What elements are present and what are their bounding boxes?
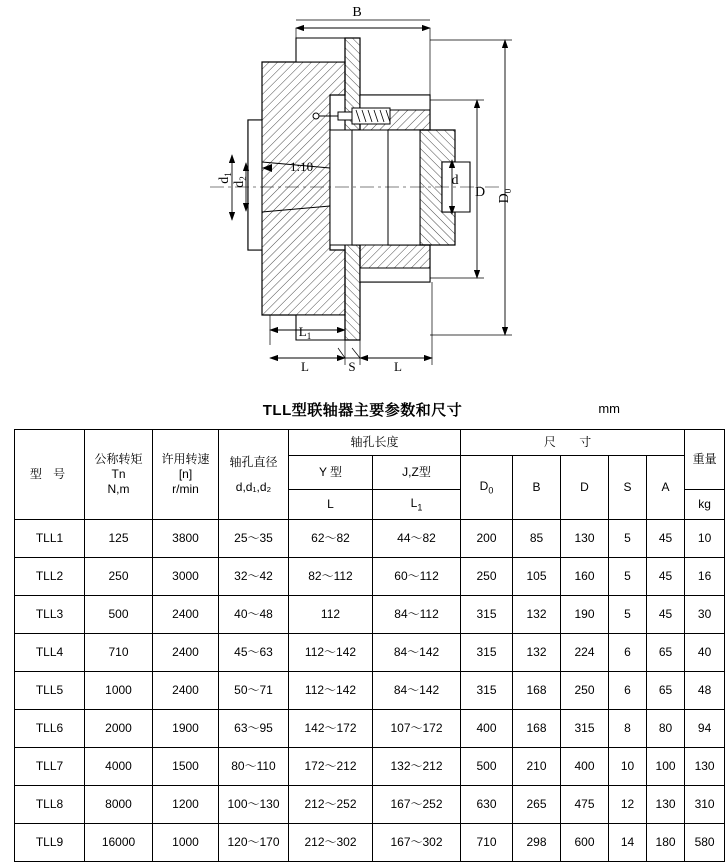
- cell-B: 132: [513, 596, 561, 634]
- cell-D: 600: [561, 824, 609, 862]
- table-row: [15, 634, 725, 672]
- cell-B: 85: [513, 520, 561, 558]
- cell-D: 400: [561, 748, 609, 786]
- dim-label-d1: $d_1$: [217, 172, 233, 184]
- cell-A: 45: [647, 596, 685, 634]
- cell-model: TLL3: [15, 596, 85, 634]
- cell-L: 62～82: [289, 520, 373, 558]
- th-model-label: 型 号: [29, 467, 70, 481]
- cell-A: 65: [647, 672, 685, 710]
- cell-model: TLL9: [15, 824, 85, 862]
- cell-L1: 84～112: [373, 596, 461, 634]
- th-model: [15, 430, 85, 520]
- th-B: B: [513, 456, 561, 520]
- cell-speed: 1200: [153, 786, 219, 824]
- cell-speed: 2400: [153, 596, 219, 634]
- th-bore-length: 轴孔长度: [289, 430, 461, 456]
- cell-B: 298: [513, 824, 561, 862]
- cell-B: 168: [513, 672, 561, 710]
- th-torque: [85, 430, 153, 520]
- cell-torque: 500: [85, 596, 153, 634]
- cell-torque: 1000: [85, 672, 153, 710]
- cell-bore: 63～95: [219, 710, 289, 748]
- spec-table: [14, 429, 725, 862]
- cell-L: 112: [289, 596, 373, 634]
- cell-S: 6: [609, 634, 647, 672]
- cell-weight: 130: [685, 748, 725, 786]
- cell-D0: 630: [461, 786, 513, 824]
- cell-S: 12: [609, 786, 647, 824]
- th-speed: [153, 430, 219, 520]
- cell-speed: 2400: [153, 672, 219, 710]
- th-weight-unit: kg: [685, 490, 725, 520]
- cell-speed: 3000: [153, 558, 219, 596]
- cell-A: 45: [647, 520, 685, 558]
- cell-torque: 16000: [85, 824, 153, 862]
- cell-weight: 94: [685, 710, 725, 748]
- cell-bore: 32～42: [219, 558, 289, 596]
- th-speed-l1: 许用转速: [161, 452, 210, 466]
- cell-torque: 8000: [85, 786, 153, 824]
- cell-bore: 40～48: [219, 596, 289, 634]
- cell-A: 180: [647, 824, 685, 862]
- cell-A: 80: [647, 710, 685, 748]
- table-row: [15, 672, 725, 710]
- cell-S: 8: [609, 710, 647, 748]
- cell-S: 5: [609, 596, 647, 634]
- cell-D0: 315: [461, 672, 513, 710]
- cell-A: 130: [647, 786, 685, 824]
- cell-D0: 200: [461, 520, 513, 558]
- cell-A: 45: [647, 558, 685, 596]
- spec-table-body: [15, 520, 725, 862]
- page-title: TLL型联轴器主要参数和尺寸: [262, 402, 463, 419]
- cell-model: TLL4: [15, 634, 85, 672]
- cell-A: 100: [647, 748, 685, 786]
- cell-model: TLL2: [15, 558, 85, 596]
- cell-D0: 250: [461, 558, 513, 596]
- th-D: D: [561, 456, 609, 520]
- th-torque-l3: N,m: [107, 482, 130, 496]
- th-len-L1: $L_1$: [373, 490, 461, 520]
- cell-torque: 710: [85, 634, 153, 672]
- cell-B: 132: [513, 634, 561, 672]
- table-row: [15, 710, 725, 748]
- cell-torque: 4000: [85, 748, 153, 786]
- cell-bore: 25～35: [219, 520, 289, 558]
- cell-D: 160: [561, 558, 609, 596]
- cell-L1: 167～252: [373, 786, 461, 824]
- table-row: [15, 748, 725, 786]
- cell-L1: 167～302: [373, 824, 461, 862]
- cell-bore: 100～130: [219, 786, 289, 824]
- cell-D: 224: [561, 634, 609, 672]
- cell-L1: 84～142: [373, 672, 461, 710]
- cell-model: TLL8: [15, 786, 85, 824]
- dim-label-L-left: L: [301, 359, 309, 374]
- cell-L1: 60～112: [373, 558, 461, 596]
- th-S: S: [609, 456, 647, 520]
- cell-S: 5: [609, 520, 647, 558]
- cell-L: 112～142: [289, 634, 373, 672]
- cell-D: 250: [561, 672, 609, 710]
- cell-L1: 84～142: [373, 634, 461, 672]
- table-row: [15, 558, 725, 596]
- th-A: A: [647, 456, 685, 520]
- cell-model: TLL6: [15, 710, 85, 748]
- th-D0: $D_0$: [461, 456, 513, 520]
- cell-L1: 132～212: [373, 748, 461, 786]
- th-speed-l3: r/min: [172, 482, 199, 496]
- spec-table-wrap: [14, 429, 717, 862]
- cell-weight: 48: [685, 672, 725, 710]
- dim-label-taper: 1:10: [290, 159, 314, 174]
- th-bore: [219, 430, 289, 520]
- th-y-type: Y 型: [289, 456, 373, 490]
- cell-weight: 310: [685, 786, 725, 824]
- cell-D0: 400: [461, 710, 513, 748]
- cell-B: 168: [513, 710, 561, 748]
- cell-B: 210: [513, 748, 561, 786]
- table-row: [15, 596, 725, 634]
- cell-S: 5: [609, 558, 647, 596]
- th-len-L: L: [289, 490, 373, 520]
- cell-model: TLL1: [15, 520, 85, 558]
- figure-title-row: [0, 395, 725, 425]
- cell-S: 6: [609, 672, 647, 710]
- cell-D: 475: [561, 786, 609, 824]
- cell-L1: 107～172: [373, 710, 461, 748]
- th-torque-l1: 公称转矩: [94, 452, 143, 466]
- table-row: [15, 824, 725, 862]
- cell-speed: 1500: [153, 748, 219, 786]
- dim-label-d: d: [451, 173, 459, 188]
- th-bore-l2: d,d₁,d₂: [235, 479, 272, 494]
- dim-label-D0: $D_0$: [497, 188, 513, 204]
- th-jz-type: J,Z型: [373, 456, 461, 490]
- cell-D0: 315: [461, 634, 513, 672]
- cell-S: 10: [609, 748, 647, 786]
- cell-bore: 80～110: [219, 748, 289, 786]
- cell-weight: 30: [685, 596, 725, 634]
- cell-speed: 1900: [153, 710, 219, 748]
- th-weight: 重量: [685, 430, 725, 490]
- table-row: [15, 786, 725, 824]
- cell-L: 212～252: [289, 786, 373, 824]
- unit-label: mm: [598, 401, 620, 416]
- cell-L: 212～302: [289, 824, 373, 862]
- cell-D0: 710: [461, 824, 513, 862]
- cell-D: 130: [561, 520, 609, 558]
- cell-weight: 16: [685, 558, 725, 596]
- th-torque-l2: Tn: [111, 467, 126, 481]
- cell-bore: 50～71: [219, 672, 289, 710]
- dim-label-D: D: [474, 185, 486, 200]
- dim-label-L1: $L_1$: [298, 324, 312, 341]
- cell-speed: 3800: [153, 520, 219, 558]
- cell-B: 265: [513, 786, 561, 824]
- cell-A: 65: [647, 634, 685, 672]
- cell-weight: 10: [685, 520, 725, 558]
- dim-label-B: B: [352, 5, 362, 20]
- cell-weight: 40: [685, 634, 725, 672]
- cell-bore: 120～170: [219, 824, 289, 862]
- coupling-drawing-svg: [0, 0, 725, 395]
- cell-model: TLL5: [15, 672, 85, 710]
- dim-label-d2: $d_2$: [232, 176, 248, 188]
- th-bore-l1: 轴孔直径: [229, 454, 278, 469]
- th-dimensions: 尺 寸: [461, 430, 685, 456]
- cell-torque: 125: [85, 520, 153, 558]
- cell-model: TLL7: [15, 748, 85, 786]
- cell-D0: 315: [461, 596, 513, 634]
- cell-L: 112～142: [289, 672, 373, 710]
- cell-L: 142～172: [289, 710, 373, 748]
- th-speed-l2: [n]: [178, 467, 193, 481]
- cell-bore: 45～63: [219, 634, 289, 672]
- table-row: [15, 520, 725, 558]
- cell-L: 172～212: [289, 748, 373, 786]
- cell-D: 315: [561, 710, 609, 748]
- cell-D: 190: [561, 596, 609, 634]
- cell-L: 82～112: [289, 558, 373, 596]
- cell-torque: 2000: [85, 710, 153, 748]
- cell-L1: 44～82: [373, 520, 461, 558]
- dim-label-S: S: [348, 359, 356, 374]
- cell-S: 14: [609, 824, 647, 862]
- cell-torque: 250: [85, 558, 153, 596]
- cell-speed: 1000: [153, 824, 219, 862]
- cell-D0: 500: [461, 748, 513, 786]
- cell-weight: 580: [685, 824, 725, 862]
- cell-B: 105: [513, 558, 561, 596]
- dim-label-L-right: L: [394, 359, 402, 374]
- cell-speed: 2400: [153, 634, 219, 672]
- coupling-technical-drawing: [0, 0, 725, 395]
